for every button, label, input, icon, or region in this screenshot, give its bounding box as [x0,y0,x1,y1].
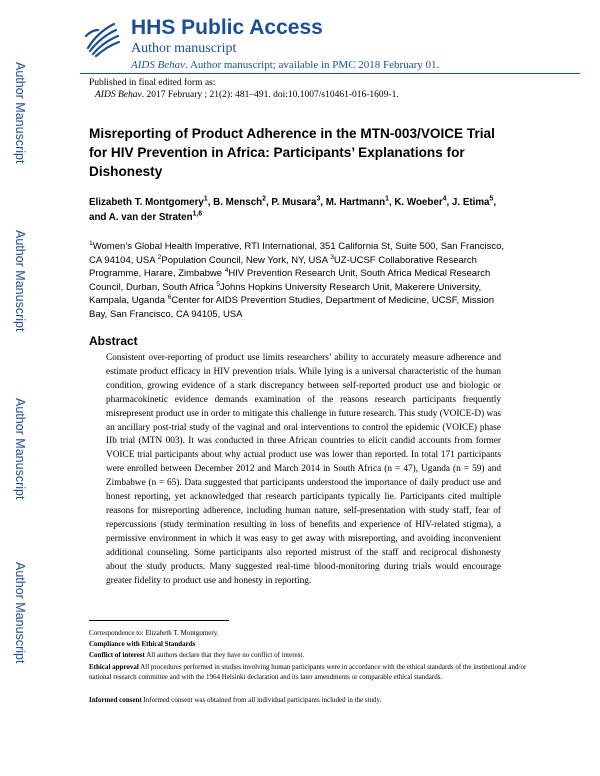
footnote-conflict [89,651,539,661]
affiliation-mark: 3 [330,253,334,261]
author-name: K. Woeber [394,197,443,208]
footnote-consent [89,696,539,706]
hhs-public-access-title: HHS Public Access [131,16,323,39]
hhs-eagle-logo-icon [80,16,124,60]
author-name: B. Mensch [213,197,263,208]
affiliation-mark: 1 [89,239,93,247]
affiliation-mark: 5 [216,280,220,288]
conflict-text: All authors declare that they have no conflict of interest. [144,651,305,659]
conflict-label: Conflict of interest [89,651,145,659]
availability-line [131,59,439,71]
affiliation-text: Center for AIDS Prevention Studies, Department of Medicine, UCSF, Mission Bay, San Francisco, CA 94105, USA [89,295,495,320]
author-name: and A. van der Straten [89,212,193,223]
author-affiliation-mark: 4 [442,195,447,203]
footnote-divider [89,620,229,621]
availability-text: . Author manuscript; available in PMC 2018 February 01. [185,59,440,71]
article-title: Misreporting of Product Adherence in the MTN-003/VOICE Trial for HIV Prevention in Africa: Participants’ Explanations for Dishonesty [89,126,495,179]
citation-text: . 2017 February ; 21(2): 481–491. doi:10.1007/s10461-016-1609-1. [141,90,399,100]
affiliation-text: UZ-UCSF Collaborative Research Programme, Harare, Zimbabwe [89,254,477,279]
author-name: P. Musara [271,197,317,208]
author-name: Elizabeth T. Montgomery [89,197,204,208]
abstract-body: Consistent over-reporting of product use limits researchers’ ability to accurately measure adherence and estimate product efficacy in HIV prevention trials. While lying is a universal characteristic of the human condition, growing evidence of a stark discrepancy between self-reported product use and biologic or pharmacokinetic evidence demands examination of the reasons research participants frequently misrepresent product use in order to mitigate this challenge in future research. This study (VOICE-D) was an ancillary post-trial study of the vaginal and oral interventions to control the epidemic (VOICE) phase IIb trial (MTN 003). It was conducted in three African countries to elicit candid accounts from former VOICE trial participants about why actual product use was lower than reported. In total 171 participants were enrolled between December 2012 and March 2014 in South Africa (n = 47), Uganda (n = 59) and Zimbabwe (n = 65). Data suggested that participants understood the importance of daily product use and honest reporting, yet acknowledged that research participants typically lie. Participants cited multiple reasons for misreporting adherence, including human nature, self-presentation with study staff, fear of repercussions (study termination resulting in loss of benefits and experience of HIV-related stigma), a permissive environment in which it was easy to get away with misreporting, and avoiding inconvenient additional counseling. Some participants also reported mistrust of the staff and reciprocal dishonesty about the study products. Many suggested real-time blood-monitoring during trials would encourage greater fidelity to product use and honesty in reporting. [106,353,501,586]
author-list [89,195,519,225]
author-affiliation-mark: 1,6 [192,210,203,218]
author-separator: , [388,197,395,208]
side-label-1: Author Manuscript [13,62,27,164]
header-divider [80,73,580,74]
affiliation-text: HIV Prevention Research Unit, South Africa Medical Research Council, Durban, South Africa [89,268,491,293]
author-manuscript-label: Author manuscript [131,41,237,56]
author-affiliation-mark: 3 [316,195,321,203]
author-affiliation-mark: 1 [203,195,208,203]
citation-line [95,90,399,100]
author-separator: , [320,197,326,208]
author-affiliation-mark: 1 [385,195,389,203]
author-affiliation-mark: 5 [489,195,494,203]
consent-text: Informed consent was obtained from all individual participants included in the study. [141,696,382,704]
consent-label: Informed consent [89,696,142,704]
footnote-correspondence: Correspondence to: Elizabeth T. Montgomery. [89,629,219,637]
author-name: M. Hartmann [325,197,386,208]
affiliation-mark: 2 [157,253,162,261]
author-separator: , [446,197,452,208]
side-label-2: Author Manuscript [13,230,27,332]
affiliation-mark: 6 [167,293,172,301]
author-affiliation-mark: 2 [262,195,266,203]
citation-journal: AIDS Behav [95,90,142,100]
affiliation-mark: 4 [224,266,229,274]
affiliation-text: Population Council, New York, NY, USA [161,254,331,266]
abstract-heading: Abstract [89,334,138,348]
ethical-text: All procedures performed in studies involving human participants were in accordance with the ethical standards of the institutional and/or national research committee and with the 1964 Helsinki declaration and its later amendments or comparable ethical standards. [89,663,527,681]
author-separator: , [493,197,497,208]
author-name: J. Etima [451,197,490,208]
journal-name: AIDS Behav [131,59,186,71]
footnote-compliance: Compliance with Ethical Standards [89,640,196,648]
author-separator: , [207,197,214,208]
affiliation-text: Women’s Global Health Imperative, RTI International, 351 California St, Suite 500, San Francisco, CA 94104, USA [89,241,505,266]
affiliation-text: Johns Hopkins University Research Unit, Makerere University, Kampala, Uganda [89,281,482,306]
ethical-label: Ethical approval [89,663,139,671]
author-separator: , [265,197,272,208]
side-label-4: Author Manuscript [13,562,27,664]
side-label-3: Author Manuscript [13,398,27,500]
affiliations [89,240,509,321]
footnote-ethical [89,663,539,682]
published-label: Published in final edited form as: [89,78,216,88]
